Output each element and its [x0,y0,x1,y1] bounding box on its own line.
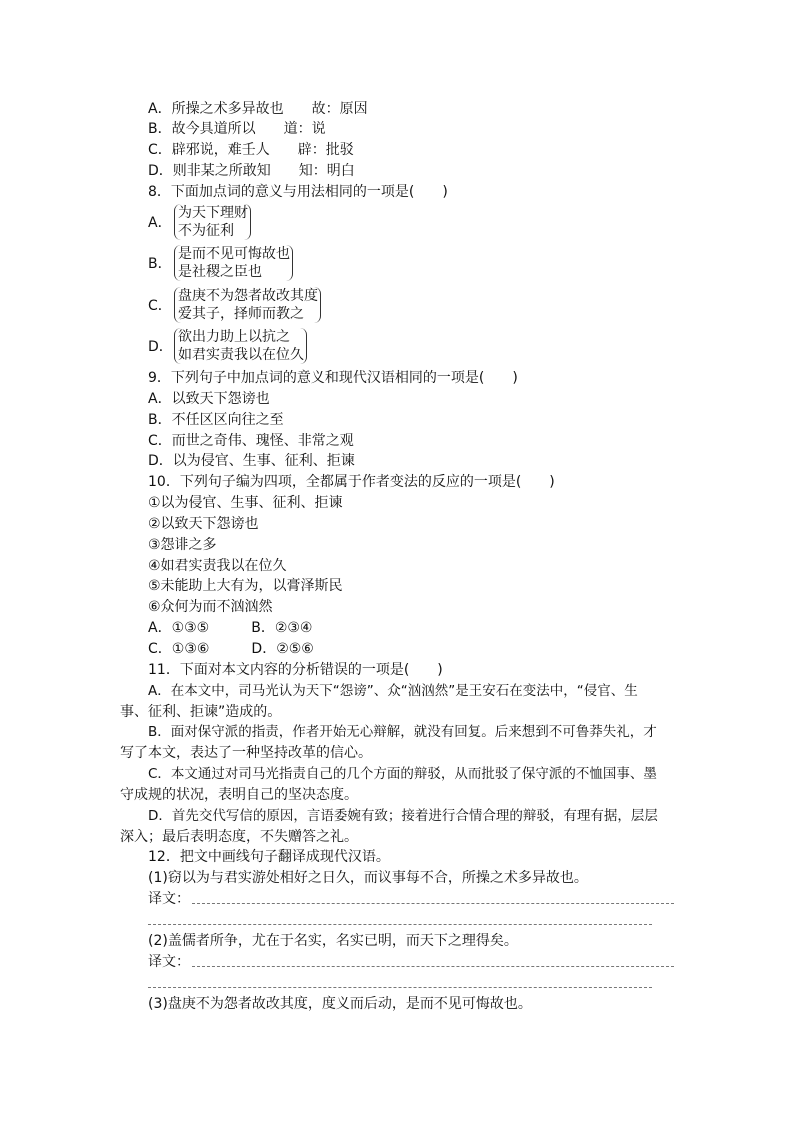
q11-option-c-line-2: 守成规的状况，表明自己的坚决态度。 [120,787,358,803]
q7-option-b: B．故今具道所以 道：说 [148,121,326,137]
pair-line-1: 欲出力助上以抗之 [178,329,290,345]
q8-stem: 8．下面加点词的意义与用法相同的一项是( ) [148,184,448,200]
q9-option-d: D．以为侵官、生事、征利、拒谏 [148,453,355,469]
q8-option-a [148,204,251,240]
option-label: A． [148,215,172,231]
answer-blank-line[interactable] [192,966,674,967]
q10-item-2: ②以致天下怨谤也 [148,516,259,532]
q10-choices-row-1: A．①③⑤ B．②③④ [148,620,313,636]
q10-choices-row-2: C．①③⑥ D．②⑤⑥ [148,641,314,657]
q11-stem: 11．下面对本文内容的分析错误的一项是( ) [148,662,443,678]
q9-stem: 9．下列句子中加点词的意义和现代汉语相同的一项是( ) [148,370,518,386]
option-label: B． [148,256,172,272]
q12-sentence-1: (1)窃以为与君实游处相好之日久，而议事每不合，所操之术多异故也。 [148,870,588,886]
pair-line-2: 如君实责我以在位久 [178,347,304,363]
q10-item-5: ⑤未能助上大有为，以膏泽斯民 [148,578,343,594]
pair-line-1: 盘庚不为怨者故改其度 [178,288,318,304]
pair-line-2: 爱其子，择师而教之 [178,306,304,322]
q9-option-c: C．而世之奇伟、瑰怪、非常之观 [148,433,354,449]
pair-line-2: 不为征利 [178,223,234,239]
q11-option-d-line-1: D．首先交代写信的原因，言语委婉有致；接着进行合情合理的辩驳，有理有据，层层 [148,808,658,824]
q12-stem: 12．把文中画线句子翻译成现代汉语。 [148,849,390,865]
answer-blank-line[interactable] [148,924,652,925]
q10-item-4: ④如君实责我以在位久 [148,558,287,574]
option-label: D． [148,339,173,355]
brace-pair [174,328,307,364]
q7-option-a: A．所操之术多异故也 故：原因 [148,101,368,117]
q11-option-d-line-2: 深入；最后表明态度，不失赠答之礼。 [120,829,358,845]
brace-pair [174,245,293,281]
q9-option-a: A．以致天下怨谤也 [148,391,270,407]
q11-option-a-line-1: A．在本文中，司马光认为天下“怨谤”、众“汹汹然”是王安石在变法中，“侵官、生 [148,683,638,699]
brace-pair [174,204,251,240]
q8-option-c [148,287,321,323]
q12-sentence-3: (3)盘庚不为怨者故改其度，度义而后动，是而不见可悔故也。 [148,996,532,1012]
q11-option-c-line-1: C．本文通过对司马光指责自己的几个方面的辩驳，从而批驳了保守派的不恤国事、墨 [148,766,657,782]
q8-option-d [148,328,307,364]
q9-option-b: B．不任区区向往之至 [148,412,284,428]
answer-label: 译文： [148,891,190,907]
q10-stem: 10．下列句子编为四项，全都属于作者变法的反应的一项是( ) [148,474,555,490]
answer-blank-line[interactable] [148,987,652,988]
q12-sentence-2: (2)盖儒者所争，尤在于名实，名实已明，而天下之理得矣。 [148,933,518,949]
q10-item-3: ③怨诽之多 [148,537,217,553]
q7-option-c: C．辟邪说，难壬人 辟：批驳 [148,142,354,158]
q11-option-a-line-2: 事、征利、拒谏”造成的。 [120,704,282,720]
pair-line-1: 为天下理财 [178,205,248,221]
q10-item-6: ⑥众何为而不汹汹然 [148,599,273,615]
q8-option-b [148,245,293,281]
q11-option-b-line-2: 写了本文，表达了一种坚持改革的信心。 [120,745,372,761]
answer-label: 译文： [148,954,190,970]
answer-blank-line[interactable] [192,903,674,904]
pair-line-2: 是社稷之臣也 [178,264,262,280]
q7-option-d: D．则非某之所敢知 知：明白 [148,163,355,179]
option-label: C． [148,298,172,314]
q11-option-b-line-1: B．面对保守派的指责，作者开始无心辩解，就没有回复。后来想到不可鲁莽失礼，才 [148,724,657,740]
q10-item-1: ①以为侵官、生事、征利、拒谏 [148,495,343,511]
brace-pair [174,287,321,323]
pair-line-1: 是而不见可悔故也 [178,246,290,262]
